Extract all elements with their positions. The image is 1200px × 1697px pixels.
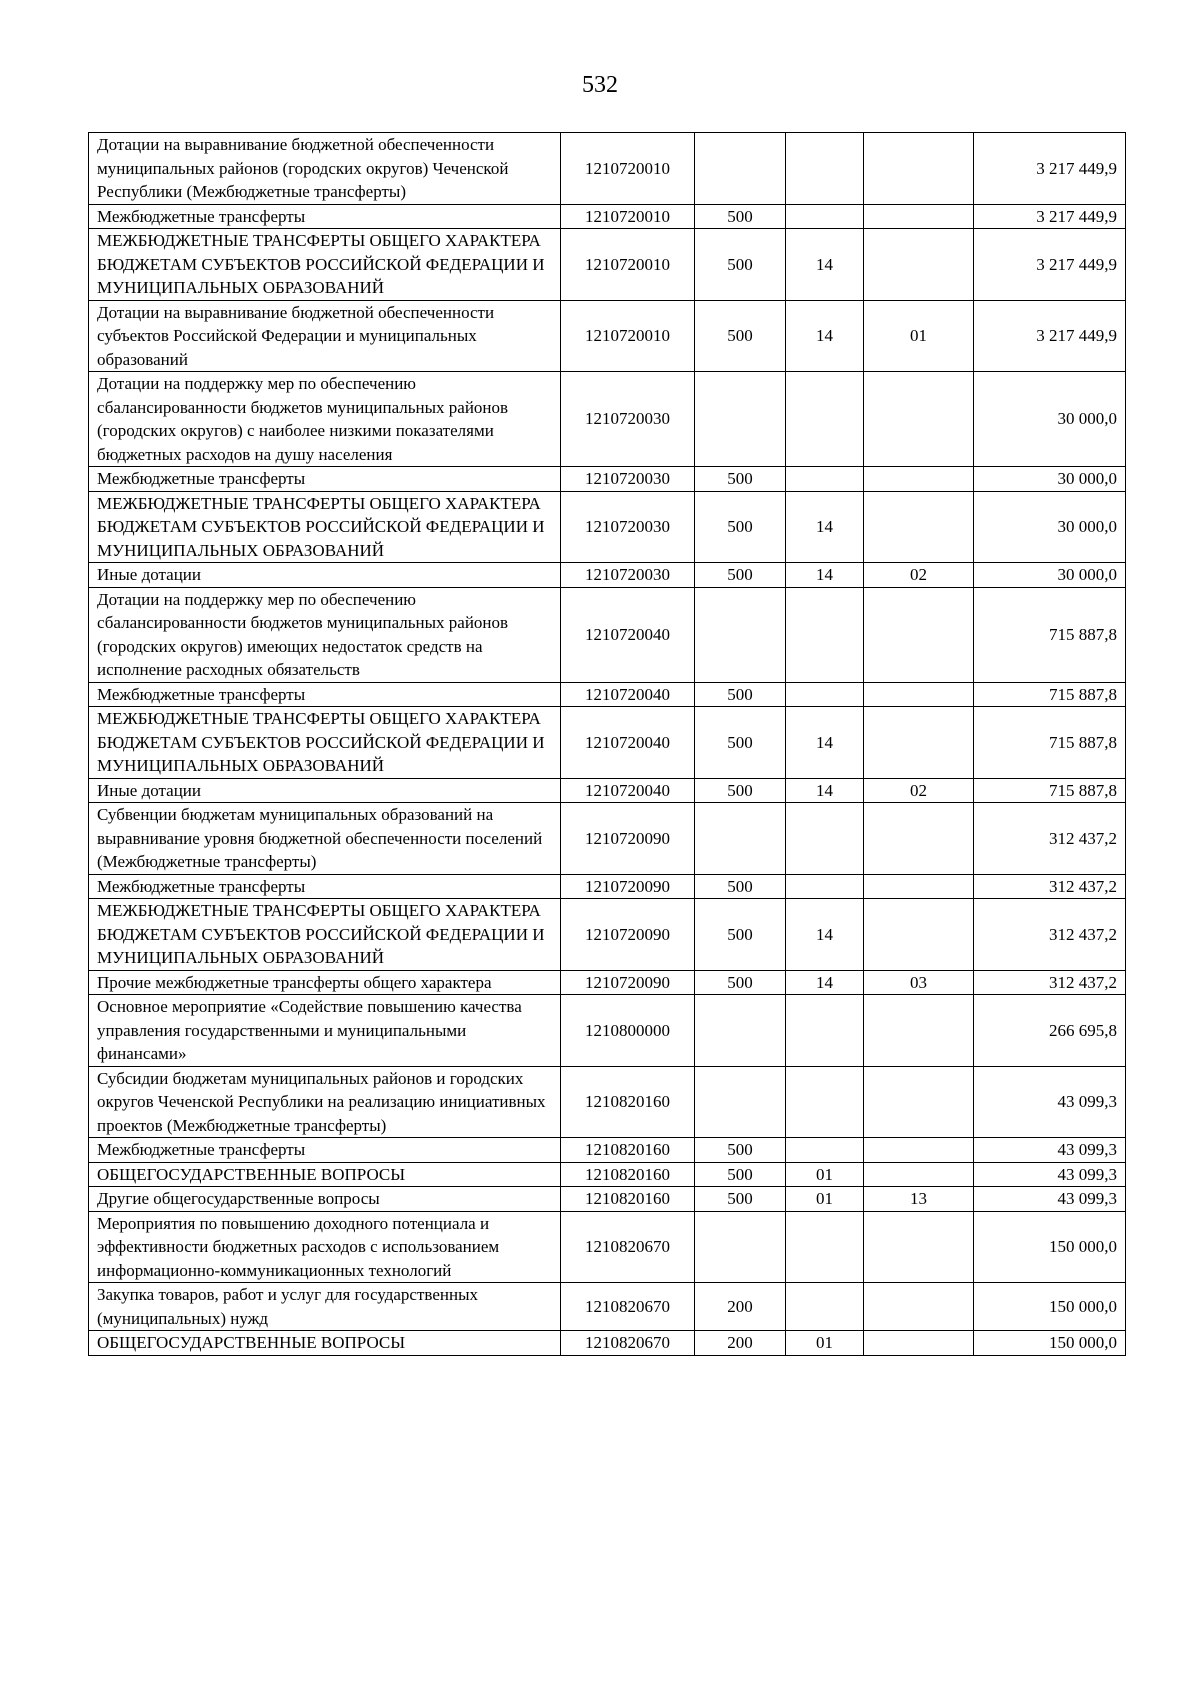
row-code-cell: 1210720040: [561, 778, 695, 803]
row-sum-cell: 3 217 449,9: [974, 229, 1126, 301]
row-name-cell: Субсидии бюджетам муниципальных районов и городских округов Чеченской Республики на реализацию инициативных проектов (Межбюджетные трансферты): [89, 1066, 561, 1138]
table-row: [89, 778, 1126, 803]
row-subsection-cell: [864, 204, 974, 229]
row-code-cell: 1210820160: [561, 1162, 695, 1187]
row-sum-cell: 715 887,8: [974, 587, 1126, 682]
row-section-cell: [786, 467, 864, 492]
row-expense-type-cell: 500: [695, 682, 786, 707]
row-code-cell: 1210820160: [561, 1138, 695, 1163]
page-number: 532: [582, 72, 618, 98]
row-subsection-cell: [864, 1283, 974, 1331]
row-sum-cell: 715 887,8: [974, 707, 1126, 779]
row-code-cell: 1210820670: [561, 1331, 695, 1356]
row-name-cell: Мероприятия по повышению доходного потенциала и эффективности бюджетных расходов с использованием информационно-коммуникационных технологий: [89, 1211, 561, 1283]
row-sum-cell: 715 887,8: [974, 778, 1126, 803]
row-section-cell: [786, 1211, 864, 1283]
row-subsection-cell: [864, 1331, 974, 1356]
table-row: [89, 372, 1126, 467]
row-sum-cell: 150 000,0: [974, 1211, 1126, 1283]
table-row: [89, 899, 1126, 971]
row-sum-cell: 3 217 449,9: [974, 204, 1126, 229]
row-name-cell: Закупка товаров, работ и услуг для государственных (муниципальных) нужд: [89, 1283, 561, 1331]
row-section-cell: [786, 803, 864, 875]
row-subsection-cell: [864, 803, 974, 875]
row-subsection-cell: [864, 1162, 974, 1187]
row-code-cell: 1210820670: [561, 1283, 695, 1331]
table-row: [89, 1187, 1126, 1212]
row-section-cell: [786, 1283, 864, 1331]
table-row: [89, 995, 1126, 1067]
row-name-cell: Межбюджетные трансферты: [89, 467, 561, 492]
row-subsection-cell: [864, 1066, 974, 1138]
table-row: [89, 491, 1126, 563]
row-sum-cell: 3 217 449,9: [974, 300, 1126, 372]
table-row: [89, 587, 1126, 682]
row-sum-cell: 715 887,8: [974, 682, 1126, 707]
row-subsection-cell: 01: [864, 300, 974, 372]
row-sum-cell: 150 000,0: [974, 1331, 1126, 1356]
row-code-cell: 1210720090: [561, 803, 695, 875]
table-row: [89, 563, 1126, 588]
row-section-cell: [786, 874, 864, 899]
row-code-cell: 1210720030: [561, 467, 695, 492]
row-subsection-cell: 02: [864, 778, 974, 803]
row-section-cell: 14: [786, 899, 864, 971]
row-code-cell: 1210820160: [561, 1187, 695, 1212]
row-expense-type-cell: 500: [695, 899, 786, 971]
row-sum-cell: 30 000,0: [974, 563, 1126, 588]
row-code-cell: 1210720040: [561, 587, 695, 682]
table-row: [89, 707, 1126, 779]
row-sum-cell: 266 695,8: [974, 995, 1126, 1067]
table-row: [89, 229, 1126, 301]
row-sum-cell: 312 437,2: [974, 803, 1126, 875]
row-section-cell: [786, 1138, 864, 1163]
budget-table: [88, 132, 1126, 1356]
row-name-cell: МЕЖБЮДЖЕТНЫЕ ТРАНСФЕРТЫ ОБЩЕГО ХАРАКТЕРА БЮДЖЕТАМ СУБЪЕКТОВ РОССИЙСКОЙ ФЕДЕРАЦИИ И МУНИЦИПАЛЬНЫХ ОБРАЗОВАНИЙ: [89, 491, 561, 563]
row-code-cell: 1210720010: [561, 229, 695, 301]
row-expense-type-cell: [695, 1211, 786, 1283]
row-subsection-cell: 03: [864, 970, 974, 995]
row-name-cell: Дотации на поддержку мер по обеспечению сбалансированности бюджетов муниципальных районов (городских округов) имеющих недостаток средств на исполнение расходных обязательств: [89, 587, 561, 682]
row-code-cell: 1210820670: [561, 1211, 695, 1283]
row-code-cell: 1210720010: [561, 300, 695, 372]
row-section-cell: 14: [786, 491, 864, 563]
row-expense-type-cell: 500: [695, 874, 786, 899]
row-section-cell: [786, 204, 864, 229]
table-row: [89, 133, 1126, 205]
row-subsection-cell: [864, 1211, 974, 1283]
row-expense-type-cell: [695, 803, 786, 875]
row-name-cell: Межбюджетные трансферты: [89, 682, 561, 707]
row-section-cell: 14: [786, 707, 864, 779]
row-name-cell: Межбюджетные трансферты: [89, 874, 561, 899]
row-name-cell: Основное мероприятие «Содействие повышению качества управления государственными и муниципальными финансами»: [89, 995, 561, 1067]
row-expense-type-cell: [695, 995, 786, 1067]
row-code-cell: 1210720090: [561, 874, 695, 899]
row-sum-cell: 30 000,0: [974, 491, 1126, 563]
row-subsection-cell: [864, 491, 974, 563]
row-subsection-cell: [864, 707, 974, 779]
row-name-cell: Дотации на выравнивание бюджетной обеспеченности муниципальных районов (городских округов) Чеченской Республики (Межбюджетные трансферты): [89, 133, 561, 205]
table-row: [89, 803, 1126, 875]
row-expense-type-cell: 500: [695, 300, 786, 372]
row-name-cell: Иные дотации: [89, 778, 561, 803]
table-row: [89, 1283, 1126, 1331]
row-expense-type-cell: 500: [695, 204, 786, 229]
row-code-cell: 1210720030: [561, 372, 695, 467]
row-code-cell: 1210720030: [561, 491, 695, 563]
row-expense-type-cell: [695, 1066, 786, 1138]
row-section-cell: 14: [786, 778, 864, 803]
row-name-cell: ОБЩЕГОСУДАРСТВЕННЫЕ ВОПРОСЫ: [89, 1162, 561, 1187]
row-sum-cell: 312 437,2: [974, 899, 1126, 971]
row-sum-cell: 43 099,3: [974, 1187, 1126, 1212]
row-section-cell: [786, 372, 864, 467]
table-row: [89, 682, 1126, 707]
table-row: [89, 467, 1126, 492]
row-code-cell: 1210820160: [561, 1066, 695, 1138]
row-section-cell: 14: [786, 563, 864, 588]
row-expense-type-cell: 500: [695, 1187, 786, 1212]
row-sum-cell: 30 000,0: [974, 372, 1126, 467]
row-section-cell: [786, 133, 864, 205]
row-sum-cell: 43 099,3: [974, 1138, 1126, 1163]
row-section-cell: 14: [786, 300, 864, 372]
row-subsection-cell: [864, 995, 974, 1067]
row-section-cell: 14: [786, 970, 864, 995]
row-section-cell: [786, 682, 864, 707]
row-code-cell: 1210720030: [561, 563, 695, 588]
row-expense-type-cell: 500: [695, 563, 786, 588]
row-section-cell: 01: [786, 1331, 864, 1356]
row-expense-type-cell: 500: [695, 467, 786, 492]
row-expense-type-cell: 500: [695, 491, 786, 563]
row-section-cell: [786, 587, 864, 682]
row-expense-type-cell: 500: [695, 970, 786, 995]
row-subsection-cell: [864, 372, 974, 467]
row-code-cell: 1210720090: [561, 899, 695, 971]
table-row: [89, 1162, 1126, 1187]
row-subsection-cell: [864, 874, 974, 899]
row-sum-cell: 30 000,0: [974, 467, 1126, 492]
row-section-cell: [786, 1066, 864, 1138]
table-row: [89, 970, 1126, 995]
row-section-cell: 14: [786, 229, 864, 301]
table-row: [89, 1331, 1126, 1356]
row-subsection-cell: 13: [864, 1187, 974, 1212]
row-code-cell: 1210720010: [561, 204, 695, 229]
row-subsection-cell: 02: [864, 563, 974, 588]
row-code-cell: 1210800000: [561, 995, 695, 1067]
row-expense-type-cell: 500: [695, 707, 786, 779]
row-sum-cell: 150 000,0: [974, 1283, 1126, 1331]
row-sum-cell: 3 217 449,9: [974, 133, 1126, 205]
row-expense-type-cell: [695, 587, 786, 682]
row-name-cell: ОБЩЕГОСУДАРСТВЕННЫЕ ВОПРОСЫ: [89, 1331, 561, 1356]
row-subsection-cell: [864, 229, 974, 301]
row-sum-cell: 43 099,3: [974, 1162, 1126, 1187]
row-name-cell: Межбюджетные трансферты: [89, 204, 561, 229]
table-row: [89, 204, 1126, 229]
row-name-cell: Другие общегосударственные вопросы: [89, 1187, 561, 1212]
row-code-cell: 1210720090: [561, 970, 695, 995]
table-row: [89, 874, 1126, 899]
row-name-cell: МЕЖБЮДЖЕТНЫЕ ТРАНСФЕРТЫ ОБЩЕГО ХАРАКТЕРА БЮДЖЕТАМ СУБЪЕКТОВ РОССИЙСКОЙ ФЕДЕРАЦИИ И МУНИЦИПАЛЬНЫХ ОБРАЗОВАНИЙ: [89, 899, 561, 971]
row-section-cell: 01: [786, 1187, 864, 1212]
table-row: [89, 1138, 1126, 1163]
row-section-cell: [786, 995, 864, 1067]
row-expense-type-cell: 500: [695, 778, 786, 803]
row-expense-type-cell: 500: [695, 1138, 786, 1163]
row-code-cell: 1210720040: [561, 682, 695, 707]
row-section-cell: 01: [786, 1162, 864, 1187]
row-code-cell: 1210720040: [561, 707, 695, 779]
row-sum-cell: 312 437,2: [974, 874, 1126, 899]
row-name-cell: МЕЖБЮДЖЕТНЫЕ ТРАНСФЕРТЫ ОБЩЕГО ХАРАКТЕРА БЮДЖЕТАМ СУБЪЕКТОВ РОССИЙСКОЙ ФЕДЕРАЦИИ И МУНИЦИПАЛЬНЫХ ОБРАЗОВАНИЙ: [89, 707, 561, 779]
row-name-cell: МЕЖБЮДЖЕТНЫЕ ТРАНСФЕРТЫ ОБЩЕГО ХАРАКТЕРА БЮДЖЕТАМ СУБЪЕКТОВ РОССИЙСКОЙ ФЕДЕРАЦИИ И МУНИЦИПАЛЬНЫХ ОБРАЗОВАНИЙ: [89, 229, 561, 301]
row-expense-type-cell: 500: [695, 1162, 786, 1187]
row-subsection-cell: [864, 899, 974, 971]
row-subsection-cell: [864, 587, 974, 682]
row-subsection-cell: [864, 467, 974, 492]
row-subsection-cell: [864, 1138, 974, 1163]
row-sum-cell: 43 099,3: [974, 1066, 1126, 1138]
row-subsection-cell: [864, 682, 974, 707]
row-sum-cell: 312 437,2: [974, 970, 1126, 995]
row-subsection-cell: [864, 133, 974, 205]
row-name-cell: Дотации на выравнивание бюджетной обеспеченности субъектов Российской Федерации и муниципальных образований: [89, 300, 561, 372]
table-row: [89, 1211, 1126, 1283]
row-name-cell: Межбюджетные трансферты: [89, 1138, 561, 1163]
row-code-cell: 1210720010: [561, 133, 695, 205]
row-expense-type-cell: 500: [695, 229, 786, 301]
row-expense-type-cell: 200: [695, 1283, 786, 1331]
row-expense-type-cell: 200: [695, 1331, 786, 1356]
table-row: [89, 300, 1126, 372]
row-name-cell: Дотации на поддержку мер по обеспечению сбалансированности бюджетов муниципальных районов (городских округов) с наиболее низкими показателями бюджетных расходов на душу населения: [89, 372, 561, 467]
table-row: [89, 1066, 1126, 1138]
row-name-cell: Иные дотации: [89, 563, 561, 588]
row-expense-type-cell: [695, 372, 786, 467]
row-name-cell: Прочие межбюджетные трансферты общего характера: [89, 970, 561, 995]
row-expense-type-cell: [695, 133, 786, 205]
row-name-cell: Субвенции бюджетам муниципальных образований на выравнивание уровня бюджетной обеспеченности поселений (Межбюджетные трансферты): [89, 803, 561, 875]
budget-table-body: [89, 133, 1126, 1356]
